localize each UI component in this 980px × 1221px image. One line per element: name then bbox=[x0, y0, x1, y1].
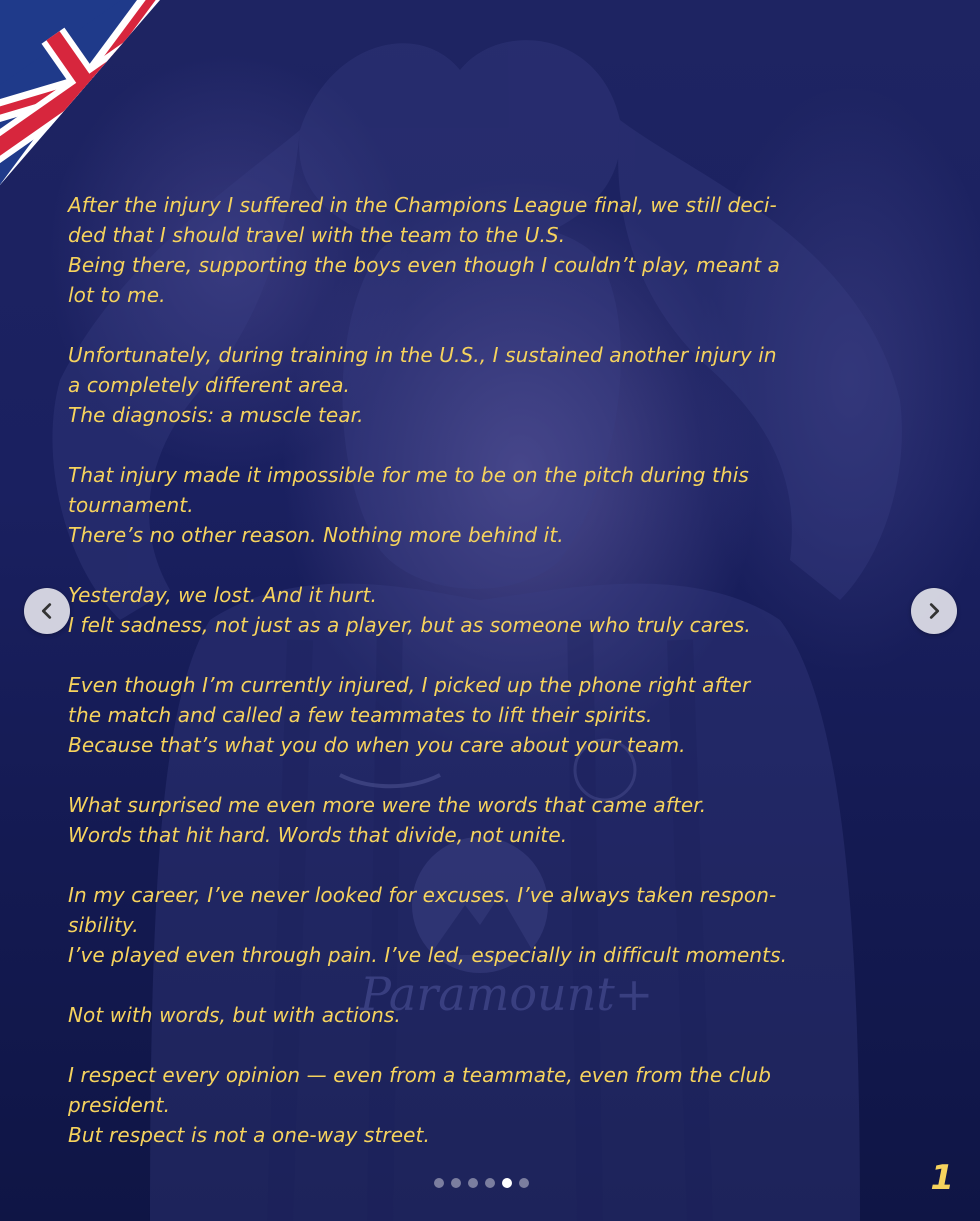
statement-line: What surprised me even more were the words that came after. bbox=[68, 793, 707, 817]
statement-line: president. bbox=[68, 1093, 171, 1117]
statement-line: a completely different area. bbox=[68, 373, 351, 397]
paramount-watermark: Paramount+ bbox=[360, 967, 654, 1021]
statement-line: lot to me. bbox=[68, 283, 166, 307]
chevron-left-icon bbox=[36, 600, 58, 622]
chevron-right-icon bbox=[923, 600, 945, 622]
statement-paragraph bbox=[68, 670, 928, 760]
statement-line: Not with words, but with actions. bbox=[68, 1003, 401, 1027]
statement-line: sibility. bbox=[68, 913, 139, 937]
statement-line: In my career, I’ve never looked for excuses. I’ve always taken respon- bbox=[68, 883, 777, 907]
statement-line: Unfortunately, during training in the U.S., I sustained another injury in bbox=[68, 343, 777, 367]
next-slide-button[interactable] bbox=[911, 588, 957, 634]
statement-line: the match and called a few teammates to lift their spirits. bbox=[68, 703, 653, 727]
carousel-dot[interactable] bbox=[519, 1178, 529, 1188]
statement-line: Words that hit hard. Words that divide, not unite. bbox=[68, 823, 568, 847]
statement-line: I respect every opinion — even from a teammate, even from the club bbox=[68, 1063, 772, 1087]
statement-line: Even though I’m currently injured, I picked up the phone right after bbox=[68, 673, 751, 697]
previous-slide-button[interactable] bbox=[24, 588, 70, 634]
statement-paragraph bbox=[68, 580, 928, 640]
statement-line: Yesterday, we lost. And it hurt. bbox=[68, 583, 377, 607]
statement-text bbox=[68, 190, 928, 1180]
statement-line: ded that I should travel with the team to the U.S. bbox=[68, 223, 566, 247]
statement-paragraph bbox=[68, 1000, 928, 1030]
statement-line: But respect is not a one-way street. bbox=[68, 1123, 430, 1147]
statement-line: tournament. bbox=[68, 493, 194, 517]
carousel-indicator bbox=[434, 1178, 529, 1188]
uk-flag-icon bbox=[0, 0, 220, 185]
statement-line: The diagnosis: a muscle tear. bbox=[68, 403, 364, 427]
statement-paragraph bbox=[68, 790, 928, 850]
statement-line: I’ve played even through pain. I’ve led, especially in difficult moments. bbox=[68, 943, 788, 967]
statement-line: Being there, supporting the boys even though I couldn’t play, meant a bbox=[68, 253, 781, 277]
statement-paragraph bbox=[68, 880, 928, 970]
carousel-dot-active[interactable] bbox=[502, 1178, 512, 1188]
statement-paragraph bbox=[68, 460, 928, 550]
carousel-dot[interactable] bbox=[434, 1178, 444, 1188]
page-number: 1 bbox=[930, 1158, 954, 1198]
statement-line: That injury made it impossible for me to be on the pitch during this bbox=[68, 463, 749, 487]
statement-line: There’s no other reason. Nothing more behind it. bbox=[68, 523, 564, 547]
carousel-dot[interactable] bbox=[468, 1178, 478, 1188]
carousel-dot[interactable] bbox=[451, 1178, 461, 1188]
carousel-dot[interactable] bbox=[485, 1178, 495, 1188]
statement-line: Because that’s what you do when you care about your team. bbox=[68, 733, 686, 757]
statement-line: After the injury I suffered in the Champions League final, we still deci- bbox=[68, 193, 777, 217]
statement-paragraph bbox=[68, 340, 928, 430]
statement-paragraph bbox=[68, 1060, 928, 1150]
statement-line: I felt sadness, not just as a player, but as someone who truly cares. bbox=[68, 613, 751, 637]
statement-paragraph bbox=[68, 190, 928, 310]
